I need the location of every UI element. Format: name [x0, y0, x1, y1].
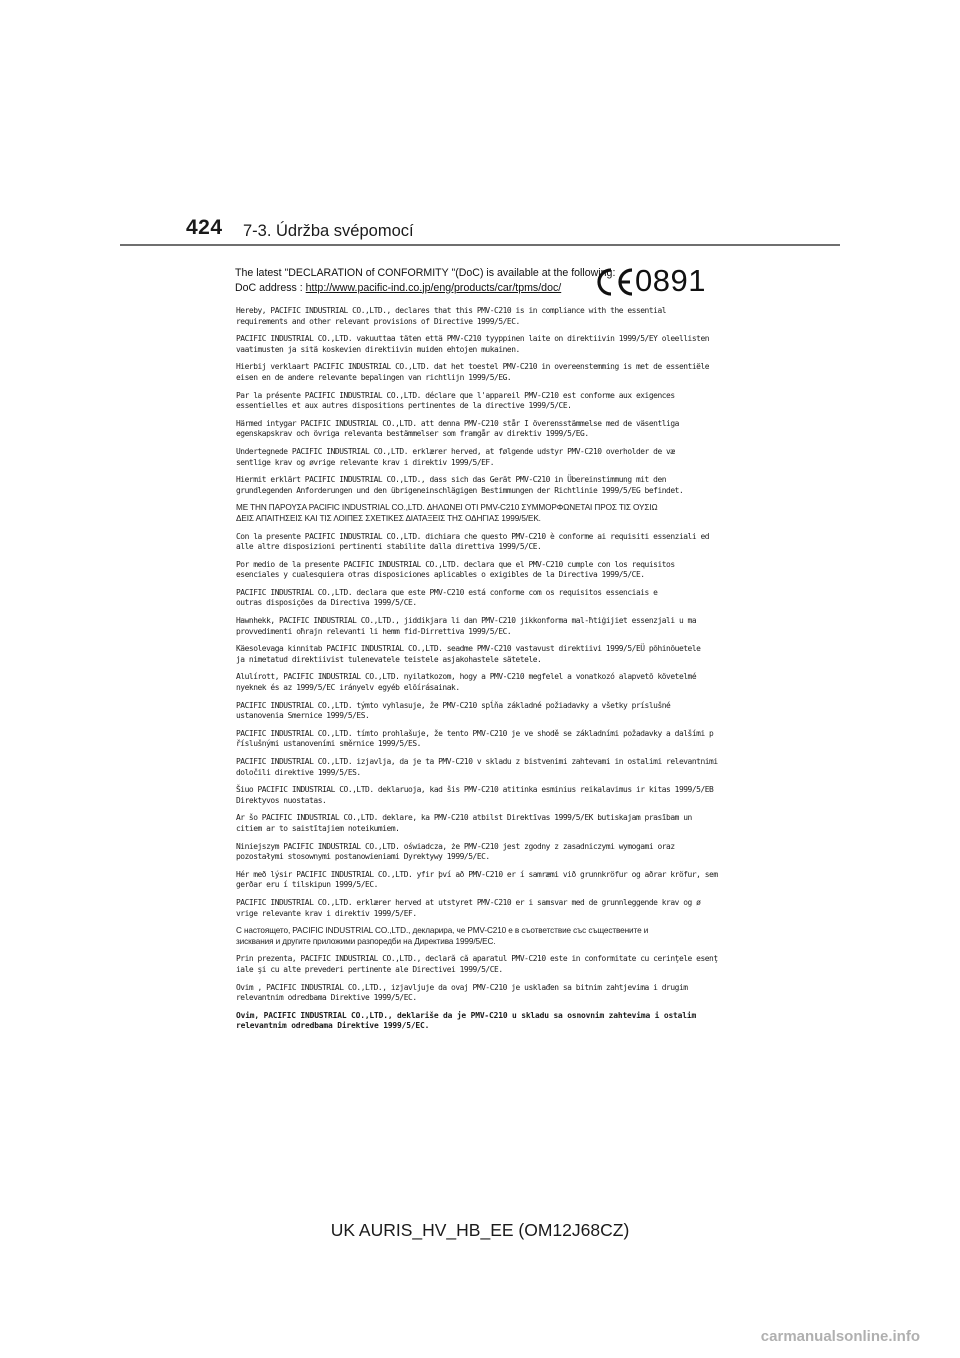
statement-line: citiem ar to saistītajiem noteikumiem. — [236, 823, 400, 833]
declaration-statement — [236, 926, 720, 947]
statement-line: relevantnim odredbama Direktive 1999/5/EC. — [236, 993, 417, 1003]
ce-mark — [592, 263, 712, 298]
statement-line: iale şi cu alte prevederi pertinente ale Directivei 1999/5/CE. — [236, 964, 503, 974]
statement-line: С настоящето, PACIFIC INDUSTRIAL CO.,LTD., декларира, че PMV-C210 е в съответствие със съществените и — [236, 926, 649, 936]
doc-availability-text: The latest "DECLARATION of CONFORMITY "(DoC) is available at the following: — [235, 267, 616, 279]
statement-line: Undertegnede PACIFIC INDUSTRIAL CO.,LTD. erklærer herved, at følgende udstyr PMV-C210 overholder de væ — [236, 446, 675, 456]
declaration-statement — [236, 447, 720, 468]
statement-line: essentielles et aux autres dispositions pertinentes de la directive 1999/5/CE. — [236, 401, 572, 411]
statement-line: PACIFIC INDUSTRIAL CO.,LTD. declara que este PMV-C210 está conforme com os requisitos essenciais e — [236, 587, 658, 597]
declaration-statement — [236, 672, 720, 693]
statement-line: Alulírott, PACIFIC INDUSTRIAL CO.,LTD. nyilatkozom, hogy a PMV-C210 megfelel a vonatkozó alapvetõ követelmé — [236, 672, 697, 682]
declaration-statement — [236, 701, 720, 722]
statement-line: vrige relevante krav i direktiv 1999/5/EF. — [236, 908, 417, 918]
statement-line: Por medio de la presente PACIFIC INDUSTRIAL CO.,LTD. declara que el PMV-C210 cumple con los requisitos — [236, 559, 675, 569]
statement-line: зисквания и другите приложими разпоредби на Директива 1999/5/EC. — [236, 936, 496, 946]
doc-address-label: DoC address : — [235, 281, 306, 294]
declaration-statement — [236, 898, 720, 919]
statement-line: outras disposições da Directiva 1999/5/CE. — [236, 598, 417, 608]
statement-line: Par la présente PACIFIC INDUSTRIAL CO.,LTD. déclare que l'appareil PMV-C210 est conforme aux exigences — [236, 390, 675, 400]
declaration-statement — [236, 503, 720, 524]
declaration-statement — [236, 588, 720, 609]
declaration-statement — [236, 785, 720, 806]
ce-mark-icon — [592, 266, 636, 298]
statement-line: Käesolevaga kinnitab PACIFIC INDUSTRIAL CO.,LTD. seadme PMV-C210 vastavust direktiivi 1999/5/EÜ põhinõuetele — [236, 644, 701, 654]
statement-line: PACIFIC INDUSTRIAL CO.,LTD. tímto prohlašuje, že tento PMV-C210 je ve shodě se základními požadavky a dalšími p — [236, 728, 714, 738]
declaration-statement — [236, 475, 720, 496]
statement-line: Con la presente PACIFIC INDUSTRIAL CO.,LTD. dichiara che questo PMV-C210 è conforme ai requisiti essenziali ed — [236, 531, 710, 541]
statement-line: grundlegenden Anforderungen und den übrigeneinschlägigen Bestimmungen der Richtlinie 1999/5/EG befindet. — [236, 485, 684, 495]
statement-line: ja nimetatud direktiivist tulenevatele teistele asjakohastele sätetele. — [236, 654, 542, 664]
statement-line: Hierbij verklaart PACIFIC INDUSTRIAL CO.,LTD. dat het toestel PMV-C210 in overeenstemming is met de essentiële — [236, 362, 710, 372]
header-divider — [120, 244, 840, 246]
declaration-statement — [236, 560, 720, 581]
statement-line: določili direktive 1999/5/ES. — [236, 767, 361, 777]
declaration-statement — [236, 729, 720, 750]
statement-line: Ovim, PACIFIC INDUSTRIAL CO.,LTD., deklariše da je PMV-C210 u skladu sa osnovnim zahtevima i ostalim — [236, 1010, 697, 1020]
declaration-statement — [236, 616, 720, 637]
statement-line: PACIFIC INDUSTRIAL CO.,LTD. erklærer herved at utstyret PMV-C210 er i samsvar med de grunnleggende krav og ø — [236, 897, 701, 907]
statement-line: PACIFIC INDUSTRIAL CO.,LTD. vakuuttaa täten että PMV-C210 tyyppinen laite on direktiivin 1999/5/EY oleellisten — [236, 334, 710, 344]
declaration-statement — [236, 419, 720, 440]
statement-line: esenciales y cualesquiera otras disposiciones aplicables o exigibles de la Directiva 1999/5/CE. — [236, 570, 645, 580]
statement-line: Šiuo PACIFIC INDUSTRIAL CO.,LTD. deklaruoja, kad šis PMV-C210 atitinka esminius reikalavimus ir kitas 1999/5/EB — [236, 785, 714, 795]
doc-address-link[interactable]: http://www.pacific-ind.co.jp/eng/products/car/tpms/doc/ — [305, 281, 562, 294]
statement-line: Härmed intygar PACIFIC INDUSTRIAL CO.,LTD. att denna PMV-C210 står I överensstämmelse med de väsentliga — [236, 418, 679, 428]
declaration-statement — [236, 334, 720, 355]
declaration-statement — [236, 870, 720, 891]
statement-line: Ovim , PACIFIC INDUSTRIAL CO.,LTD., izjavljuje da ovaj PMV-C210 je usklađen sa bitnim zahtjevima i drugim — [236, 982, 688, 992]
page-number: 424 — [186, 216, 223, 239]
declaration-statement — [236, 983, 720, 1004]
statement-line: ΜΕ ΤΗΝ ΠΑΡΟΥΣΑ PACIFIC INDUSTRIAL CO.,LTD. ΔΗΛΩΝΕΙ ΟΤΙ PMV-C210 ΣΥΜΜΟΡΦΩΝΕΤΑΙ ΠΡΟΣ ΤΙΣ ΟΥΣΙΩ — [236, 503, 658, 513]
statement-line: Direktyvos nuostatas. — [236, 795, 327, 805]
section-title: 7-3. Údržba svépomocí — [243, 222, 414, 240]
statement-line: Prin prezenta, PACIFIC INDUSTRIAL CO.,LTD., declară că aparatul PMV-C210 este in conformitate cu cerinţele esenţ — [236, 954, 718, 964]
declaration-statement — [236, 306, 720, 327]
statement-line: PACIFIC INDUSTRIAL CO.,LTD. izjavlja, da je ta PMV-C210 v skladu z bistvenimi zahtevami in ostalimi relevantnimi — [236, 757, 718, 766]
statement-line: nyeknek és az 1999/5/EC irányelv egyéb elõírásainak. — [236, 683, 460, 693]
statement-line: pozostałymi stosownymi postanowieniami Dyrektywy 1999/5/EC. — [236, 852, 490, 862]
statement-line: Hereby, PACIFIC INDUSTRIAL CO.,LTD., declares that this PMV-C210 is in compliance with the essential — [236, 306, 667, 315]
statement-line: ustanovenia Smernice 1999/5/ES. — [236, 711, 370, 721]
statement-line: gerðar eru í tilskipun 1999/5/EC. — [236, 880, 378, 890]
notified-body-number: 0891 — [635, 263, 706, 298]
declaration-statement — [236, 842, 720, 863]
statement-line: ΔΕΙΣ ΑΠΑΙΤΗΣΕΙΣ ΚΑΙ ΤΙΣ ΛΟΙΠΕΣ ΣΧΕΤΙΚΕΣ ΔΙΑΤΑΞΕΙΣ ΤΗΣ ΟΔΗΓΙΑΣ 1999/5/ΕΚ. — [236, 513, 541, 523]
footer-model-code: UK AURIS_HV_HB_EE (OM12J68CZ) — [330, 1220, 630, 1240]
declaration-statement — [236, 813, 720, 834]
declaration-statement — [236, 1011, 720, 1032]
statement-line: alle altre disposizioni pertinenti stabilite dalla direttiva 1999/5/CE. — [236, 542, 542, 552]
watermark: carmanualsonline.info — [760, 1328, 920, 1345]
declaration-statement — [236, 757, 720, 778]
doc-address-line — [235, 281, 585, 296]
statement-line: relevantnim odredbama Direktive 1999/5/EC. — [236, 1021, 430, 1031]
statement-line: egenskapskrav och övriga relevanta bestämmelser som framgår av direktiv 1999/5/EG. — [236, 429, 589, 439]
declaration-statement — [236, 532, 720, 553]
statement-line: Ar šo PACIFIC INDUSTRIAL CO.,LTD. deklare, ka PMV-C210 atbilst Direktīvas 1999/5/EK butiskajam prasībam un — [236, 813, 692, 823]
declaration-statement — [236, 954, 720, 975]
statement-line: PACIFIC INDUSTRIAL CO.,LTD. týmto vyhlasuje, že PMV-C210 spĺňa základné požiadavky a všetky príslušné — [236, 700, 671, 710]
declaration-statements — [236, 306, 720, 1039]
statement-line: Hér með lýsir PACIFIC INDUSTRIAL CO.,LTD. yfir því að PMV-C210 er í samræmi við grunnkröfur og aðrar kröfur, sem — [236, 869, 718, 879]
statement-line: provvedimenti oħrajn relevanti li hemm fid-Dirrettiva 1999/5/EC. — [236, 626, 512, 636]
page-header — [0, 212, 960, 248]
statement-line: vaatimusten ja sitä koskevien direktiivin muiden ehtojen mukainen. — [236, 344, 520, 354]
statement-line: říslušnými ustanoveními směrnice 1999/5/ES. — [236, 739, 421, 749]
statement-line: eisen en de andere relevante bepalingen van richtlijn 1999/5/EG. — [236, 372, 512, 382]
doc-intro — [235, 266, 616, 295]
statement-line: requirements and other relevant provisions of Directive 1999/5/EC. — [236, 316, 520, 326]
declaration-statement — [236, 391, 720, 412]
statement-line: Hawnhekk, PACIFIC INDUSTRIAL CO.,LTD., jiddikjara li dan PMV-C210 jikkonforma mal-ħtiġijiet essenzjali u ma — [236, 616, 697, 626]
declaration-statement — [236, 362, 720, 383]
statement-line: sentlige krav og øvrige relevante krav i direktiv 1999/5/EF. — [236, 457, 495, 467]
statement-line: Hiermit erklärt PACIFIC INDUSTRIAL CO.,LTD., dass sich das Gerät PMV-C210 in Übereinstimmung mit den — [236, 475, 667, 485]
declaration-statement — [236, 644, 720, 665]
statement-line: Niniejszym PACIFIC INDUSTRIAL CO.,LTD. oświadcza, że PMV-C210 jest zgodny z zasadniczymi wymogami oraz — [236, 841, 675, 851]
